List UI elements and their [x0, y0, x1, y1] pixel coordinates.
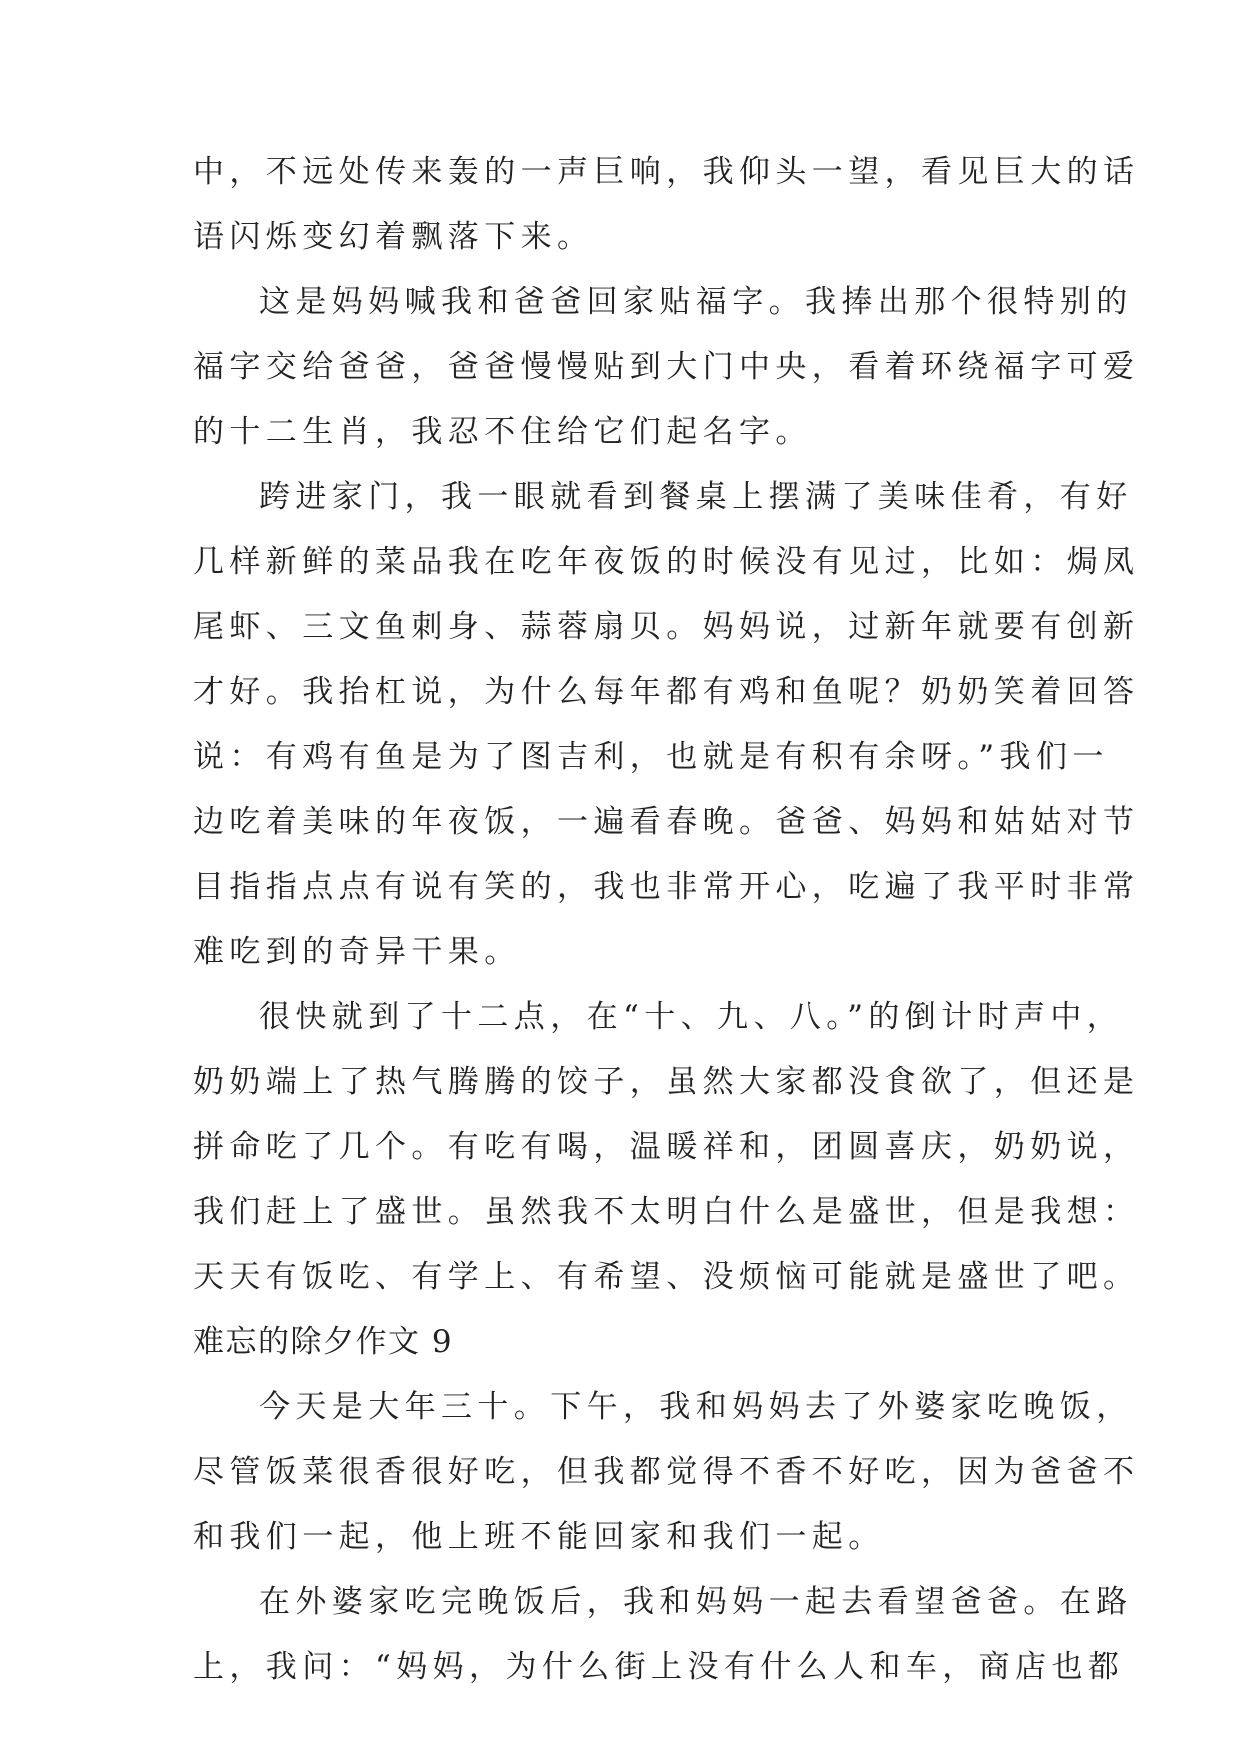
text-line: 上，我问：“妈妈，为什么街上没有什么人和车，商店也都 — [193, 1649, 1125, 1685]
text-line: 边吃着美味的年夜饭，一遍看春晚。爸爸、妈妈和姑姑对节 — [193, 804, 1140, 840]
text-line: 的十二生肖，我忍不住给它们起名字。 — [193, 414, 812, 450]
paragraph-start-line: 跨进家门，我一眼就看到餐桌上摆满了美味佳肴，有好 — [259, 479, 1133, 515]
text-line: 尽管饭菜很香很好吃，但我都觉得不香不好吃，因为爸爸不 — [193, 1454, 1140, 1490]
text-line: 说：有鸡有鱼是为了图吉利，也就是有积有余呀。”我们一 — [193, 739, 1109, 775]
text-line: 天天有饭吃、有学上、有希望、没烦恼可能就是盛世了吧。 — [193, 1259, 1140, 1295]
paragraph-start-line: 今天是大年三十。下午，我和妈妈去了外婆家吃晚饭， — [259, 1389, 1133, 1425]
section-title: 难忘的除夕作文 9 — [193, 1324, 454, 1360]
paragraph-start-line: 在外婆家吃完晚饭后，我和妈妈一起去看望爸爸。在路 — [259, 1584, 1133, 1620]
text-line: 难吃到的奇异干果。 — [193, 934, 521, 970]
text-line: 福字交给爸爸，爸爸慢慢贴到大门中央，看着环绕福字可爱 — [193, 349, 1140, 385]
text-line: 和我们一起，他上班不能回家和我们一起。 — [193, 1519, 885, 1555]
text-line: 几样新鲜的菜品我在吃年夜饭的时候没有见过，比如：焗凤 — [193, 544, 1140, 580]
paragraph-start-line: 很快就到了十二点，在“十、九、八。”的倒计时声中， — [259, 999, 1124, 1035]
text-line: 尾虾、三文鱼刺身、蒜蓉扇贝。妈妈说，过新年就要有创新 — [193, 609, 1140, 645]
paragraph-start-line: 这是妈妈喊我和爸爸回家贴福字。我捧出那个很特别的 — [259, 284, 1133, 320]
text-line: 语闪烁变幻着飘落下来。 — [193, 219, 594, 255]
text-line: 目指指点点有说有笑的，我也非常开心，吃遍了我平时非常 — [193, 869, 1140, 905]
essay-text — [193, 140, 1140, 1700]
text-line: 我们赶上了盛世。虽然我不太明白什么是盛世，但是我想： — [193, 1194, 1140, 1230]
text-line: 中，不远处传来轰的一声巨响，我仰头一望，看见巨大的话 — [193, 154, 1140, 190]
text-line: 奶奶端上了热气腾腾的饺子，虽然大家都没食欲了，但还是 — [193, 1064, 1140, 1100]
text-line: 拼命吃了几个。有吃有喝，温暖祥和，团圆喜庆，奶奶说， — [193, 1129, 1140, 1165]
text-line: 才好。我抬杠说，为什么每年都有鸡和鱼呢？奶奶笑着回答 — [193, 674, 1140, 710]
